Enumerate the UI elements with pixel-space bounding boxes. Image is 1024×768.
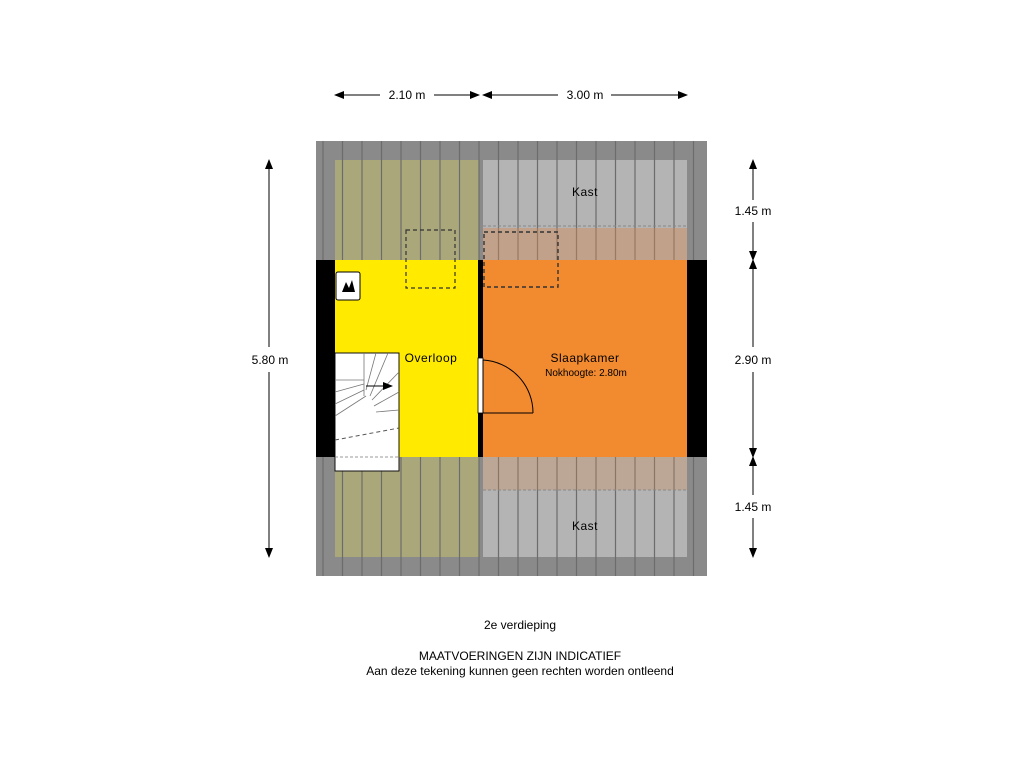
attic-top-left [335,160,479,260]
attic-bottom-left [335,457,479,557]
label-ridge-height: Nokhoogte: 2.80m [545,368,627,379]
dim-right-bottom: 1.45 m [734,500,772,514]
boiler-icon [336,272,360,300]
dim-right-top: 1.45 m [734,204,772,218]
label-landing: Overloop [404,351,458,365]
wall-right [687,260,707,457]
dim-left-total: 5.80 m [251,353,289,367]
label-closet-bottom: Kast [571,519,599,533]
dormer-overlay-top [483,228,687,260]
floor-label: 2e verdieping [483,618,557,632]
label-bedroom: Slaapkamer [550,351,620,365]
disclaimer-title: MAATVOERINGEN ZIJN INDICATIEF [418,649,622,663]
disclaimer-text: Aan deze tekening kunnen geen rechten worden ontleend [366,664,674,678]
dim-top-left: 2.10 m [388,88,426,102]
staircase [335,353,399,471]
dim-top-right: 3.00 m [566,88,604,102]
label-closet-top: Kast [571,185,599,199]
wall-left [316,260,335,457]
dormer-overlay-bottom [483,457,687,490]
dim-right-middle: 2.90 m [734,353,772,367]
